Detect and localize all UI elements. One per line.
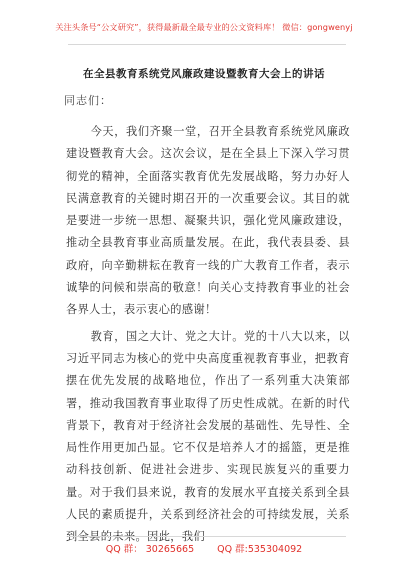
paragraph-1: 今天，我们齐聚一堂，召开全县教育系统党风廉政建设暨教育大会。这次会议，是在全县上下深入学习贯彻党的精神，全面落实教育优先发展战略，努力办好人民满意教育的关键时期召开的一次重要会议。其目的就是要进一步统一思想、凝聚共识，强化党风廉政建设，推动全县教育事业高质量发展。在此，我代表县委、县政府，向辛勤耕耘在教育一线的广大教育工作者，表示诚挚的问候和崇高的敬意！向关心支持教育事业的社会各界人士，表示衷心的感谢！ — [66, 125, 350, 317]
footer-contact — [0, 541, 408, 555]
salutation: 同志们： — [64, 94, 112, 107]
header-divider — [68, 44, 346, 45]
qq-group-1: QQ 群： 30265665 — [105, 544, 195, 555]
document-title: 在全县教育系统党风廉政建设暨教育大会上的讲话 — [83, 68, 325, 80]
footer-divider — [68, 536, 346, 537]
paragraph-2: 教育，国之大计、党之大计。党的十八大以来，以习近平同志为核心的党中央高度重视教育事业，把教育摆在优先发展的战略地位，作出了一系列重大决策部署，推动我国教育事业取得了历史性成就。在新的时代背景下，教育对于经济社会发展的基础性、先导性、全局性作用更加凸显。它不仅是培养人才的摇篮，更是推动科技创新、促进社会进步、实现民族复兴的重要力量。对于我们县来说，教育的发展水平直接关系到全县人民的素质提升，关系到经济社会的可持续发展，关系到全县的未来。因此，我们 — [66, 329, 350, 544]
document-body — [66, 121, 350, 553]
qq-group-2: QQ 群:535304092 — [217, 544, 303, 555]
header-banner: 关注头条号“公文研究”，获得最新最全最专业的公文资料库！ 微信：gongwenyj — [55, 22, 353, 32]
